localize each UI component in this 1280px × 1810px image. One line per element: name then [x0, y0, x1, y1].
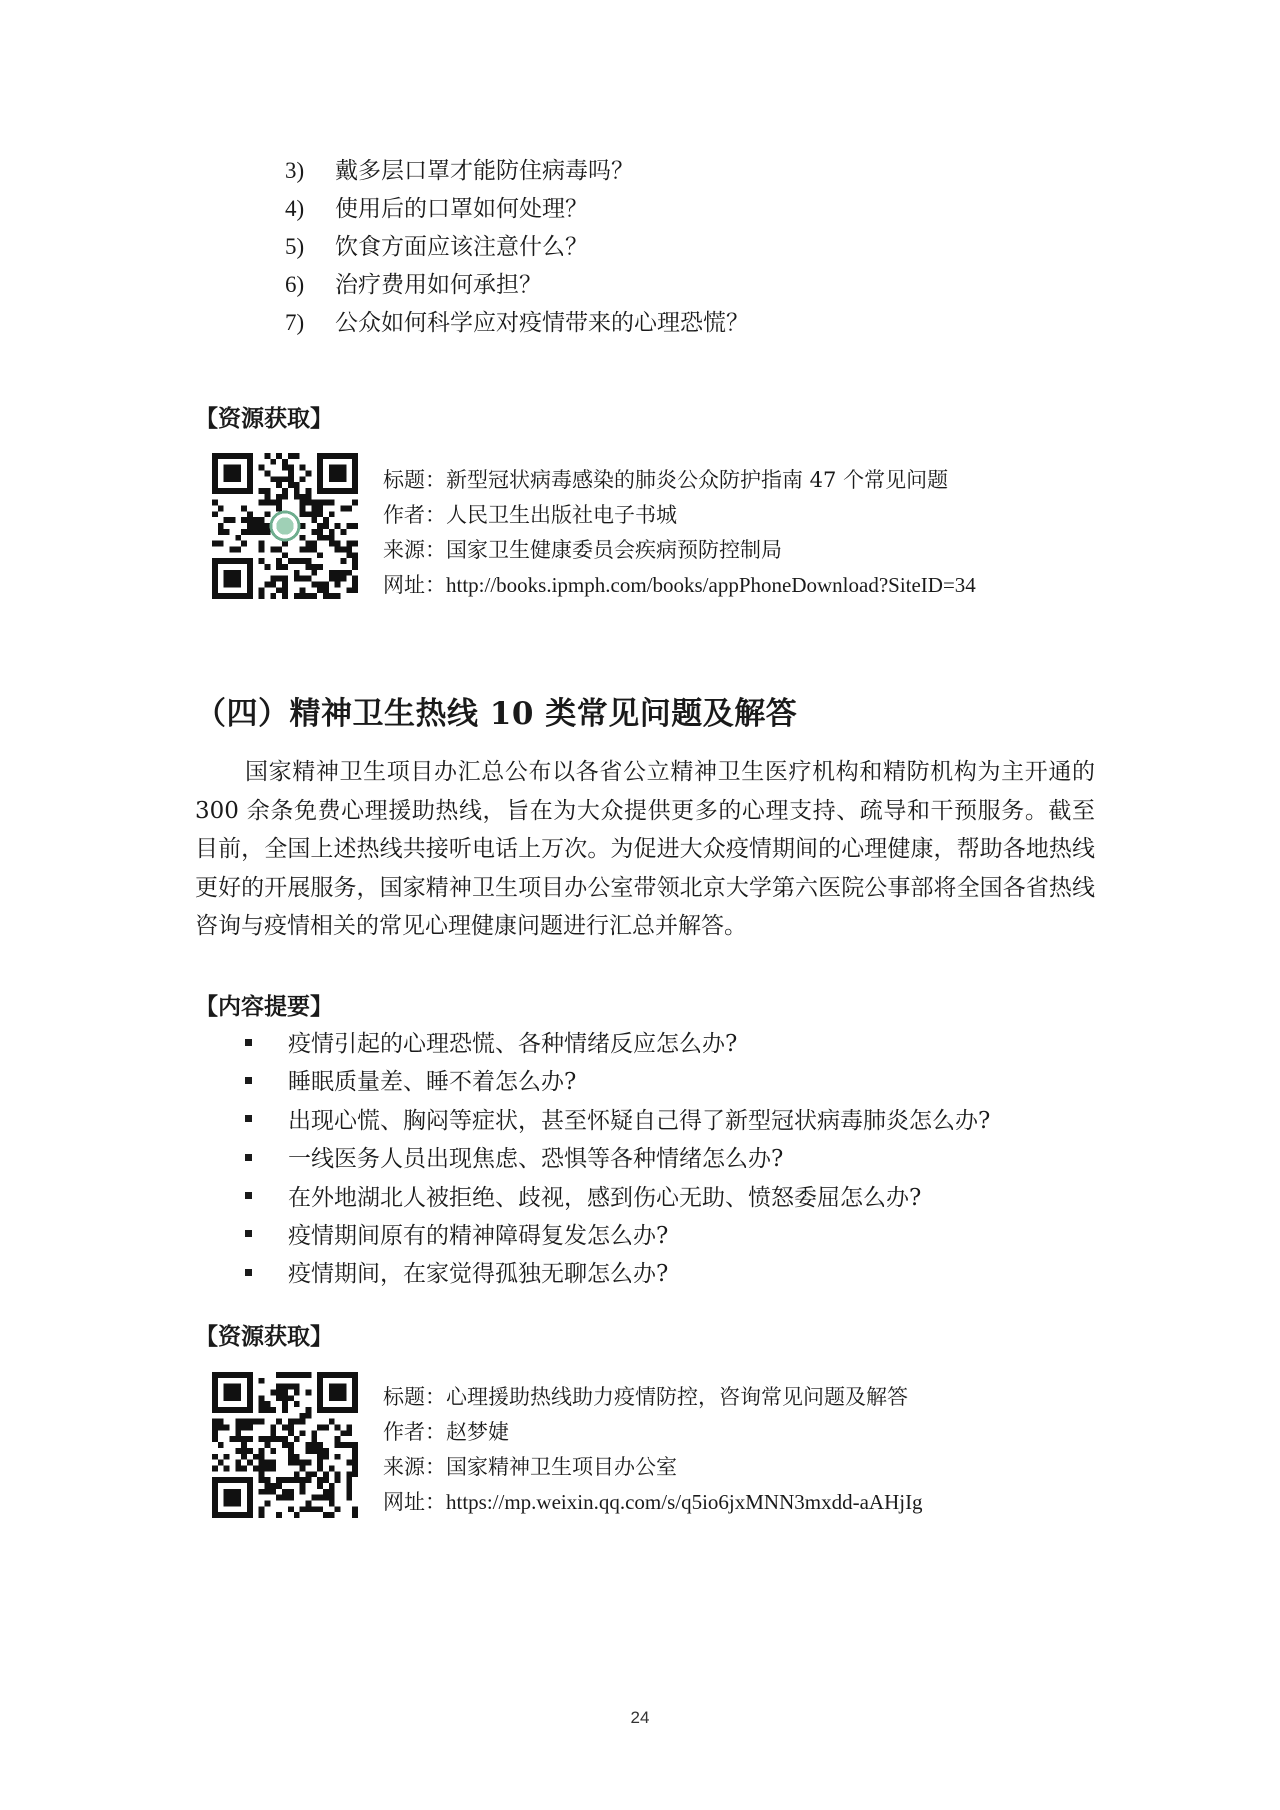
resource-url-row: 网址：http://books.ipmph.com/books/appPhoneDownload?SiteID=34: [383, 573, 976, 597]
qr-code-icon[interactable]: [212, 453, 358, 599]
list-item: 3) 戴多层口罩才能防住病毒吗？: [285, 158, 634, 184]
resource-author: 作者：人民卫生出版社电子书城: [383, 503, 677, 527]
list-item: 在外地湖北人被拒绝、歧视，感到伤心无助、愤怒委屈怎么办?: [245, 1179, 990, 1217]
bullet-square-icon: [245, 1077, 252, 1084]
list-item: 疫情期间，在家觉得孤独无聊怎么办?: [245, 1255, 990, 1293]
resource-source: 来源：国家卫生健康委员会疾病预防控制局: [383, 538, 782, 562]
bullet-square-icon: [245, 1039, 252, 1046]
summary-label: 【内容提要】: [195, 993, 333, 1020]
list-item: 出现心慌、胸闷等症状，甚至怀疑自己得了新型冠状病毒肺炎怎么办?: [245, 1102, 990, 1140]
section-paragraph: 国家精神卫生项目办汇总公布以各省公立精神卫生医疗机构和精防机构为主开通的 300 余条免费心理援助热线，旨在为大众提供更多的心理支持、疏导和干预服务。截至目前，全国上述热线共接听电话上万次。为促进大众疫情期间的心理健康，帮助各地热线更好的开展服务，国家精神卫生项目办公室带领北京大学第六医院公事部将全国各省热线咨询与疫情相关的常见心理健康问题进行汇总并解答。: [195, 759, 1095, 939]
resource-title: 标题：心理援助热线助力疫情防控，咨询常见问题及解答: [383, 1385, 908, 1409]
list-item: 睡眠质量差、睡不着怎么办?: [245, 1063, 990, 1101]
resource-author: 作者：赵梦婕: [383, 1420, 509, 1444]
resource-source: 来源：国家精神卫生项目办公室: [383, 1455, 677, 1479]
list-item: 疫情期间原有的精神障碍复发怎么办?: [245, 1217, 990, 1255]
list-item: 6) 治疗费用如何承担？: [285, 272, 542, 298]
bullet-square-icon: [245, 1115, 252, 1122]
list-item: 4) 使用后的口罩如何处理？: [285, 196, 588, 222]
summary-bullet-list: [245, 1025, 990, 1294]
resource-label: 【资源获取】: [195, 405, 333, 432]
resource-meta: [383, 1380, 923, 1520]
bullet-square-icon: [245, 1192, 252, 1199]
list-item: 5) 饮食方面应该注意什么？: [285, 234, 588, 260]
page-number: 24: [630, 1708, 650, 1727]
resource-label: 【资源获取】: [195, 1323, 333, 1350]
bullet-square-icon: [245, 1230, 252, 1237]
bullet-square-icon: [245, 1269, 252, 1276]
bullet-square-icon: [245, 1154, 252, 1161]
section-heading: （四）精神卫生热线 10 类常见问题及解答: [195, 696, 798, 732]
list-item: 疫情引起的心理恐慌、各种情绪反应怎么办?: [245, 1025, 990, 1063]
resource-title: 标题：新型冠状病毒感染的肺炎公众防护指南 47 个常见问题: [383, 468, 949, 492]
question-list: [285, 152, 749, 342]
resource-url-link[interactable]: https://mp.weixin.qq.com/s/q5io6jxMNN3mxdd-aAHjIg: [446, 1490, 923, 1514]
resource-meta: [383, 463, 976, 603]
list-item: 7) 公众如何科学应对疫情带来的心理恐慌？: [285, 310, 749, 336]
qr-code-icon[interactable]: [212, 1372, 358, 1518]
list-item: 一线医务人员出现焦虑、恐惧等各种情绪怎么办?: [245, 1140, 990, 1178]
resource-url-link[interactable]: http://books.ipmph.com/books/appPhoneDownload?SiteID=34: [446, 573, 976, 597]
resource-url-row: 网址：https://mp.weixin.qq.com/s/q5io6jxMNN3mxdd-aAHjIg: [383, 1490, 923, 1514]
